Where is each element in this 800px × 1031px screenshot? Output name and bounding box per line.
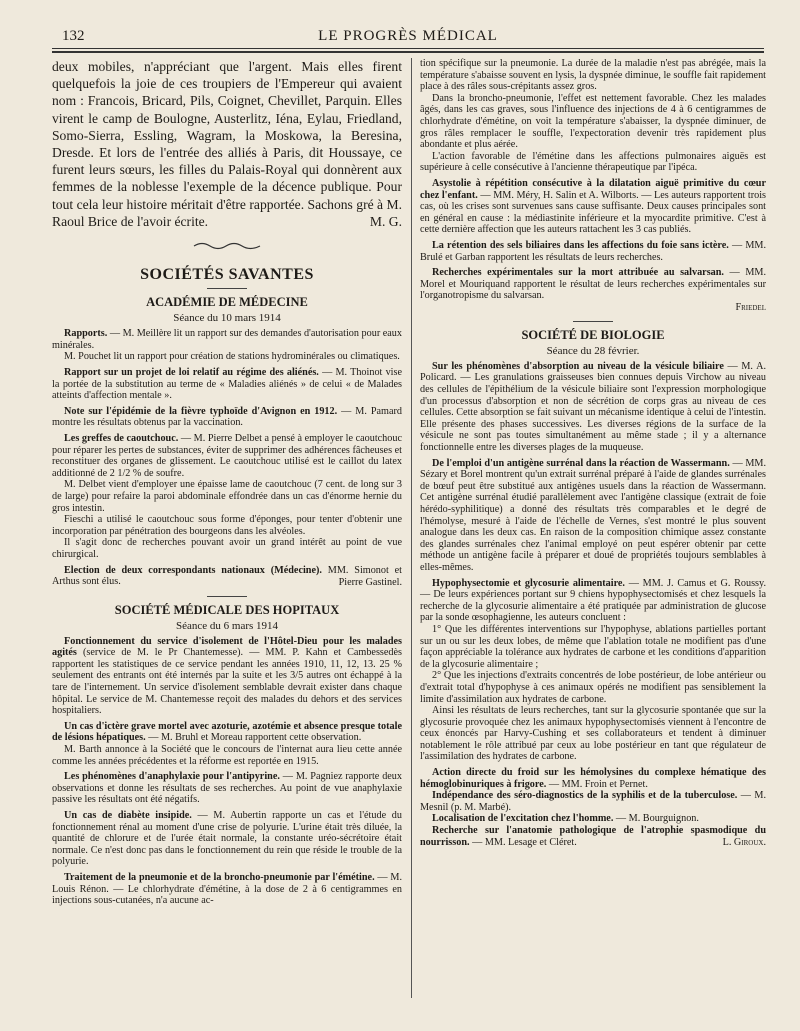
intro-signature: M. G. [369,214,402,230]
journal-title: LE PROGRÈS MÉDICAL [318,28,498,44]
academie-item: Election de deux correspondants nationaux (Médecine). MM. Simonot et Arthus sont élus. [52,564,402,588]
running-head [52,26,764,48]
ornament-icon [192,241,262,251]
right-column [420,58,766,848]
hopitaux-signature: Friedel [735,301,766,313]
biologie-item: Ainsi les résultats de leurs recherches, tant sur la glycosurie spontanée que sur la glycosurie provoquée chez les animaux hypophysectomisés viennent à l'encontre de ceux énoncés par Harvy-Cushing et ses collaborateurs et tendent à diminuer notablement le rôle attribué par ceux au lobe postérieur en tant que régulateur de l'assimilation des hydrates de carbone. [420,705,766,763]
academie-item: M. Pouchet lit un rapport pour création de stations hydrominérales ou climatiques. [64,351,400,363]
academie-item: Rapport sur un projet de loi relatif au régime des aliénés. — M. Thoinot vise la portée de la substitution au terme de « Maladies aliénés » de celui « de Malades atteints d'affection mentale ». [52,367,402,402]
biologie-item: Indépendance des séro-diagnostics de la syphilis et de la tuberculose. — M. Mesnil (p. M. Marbé). [420,790,767,813]
biologie-item: 1° Que les différentes interventions sur l'hypophyse, ablations partielles portant sur un ou sur les deux lobes, de même que l'ablation totale ne modifient pas d'une façon appréciable la tolérance aux hydrates de carbone et les conditions d'apparition de la glycosurie alimentaire ; [420,623,766,670]
biologie-item: Sur les phénomènes d'absorption au niveau de la vésicule biliaire — M. A. Policard. — Les granulations graisseuses bien connues depuis Virchow au niveau des cellules de l'épithélium de la vésicule biliaire sont l'expression morphologique d'un processus d'absorption et non de sécrétion de corps gras au niveau de ces cellules. Cette absorption se fait suivant un mécanisme identique à celui de l'intestin. Elle présente des phases successives. Les diverses régions de la surface de la vésicule ne sont pas toutes simultanément au même stade ; il y a alternance fonctionnelle entre les diverses plages de la muqueuse. [420,360,766,454]
academie-item: Note sur l'épidémie de la fièvre typhoïde d'Avignon en 1912. — M. Pamard montre les résultats obtenus par la vaccination. [52,405,402,429]
academie-item: M. Delbet vient d'employer une épaisse lame de caoutchouc (7 cent. de long sur 3 de large) pour refaire la paroi abdominale effondrée dans un cas d'énorme hernie du gros intestin. [52,479,402,514]
academie-item: Fieschi a utilisé le caoutchouc sous forme d'éponges, pour tenter d'obtenir une incorporation par pénétration des bourgeons dans les alvéoles. [52,514,402,537]
societes-savantes-title: SOCIÉTÉS SAVANTES [140,266,314,284]
hopitaux-item: Un cas de diabète insipide. — M. Aubertin rapporte un cas et l'étude du fonctionnement rénal au moment d'une crise de polyurie. L'urine était très diluée, la quantité de chlorure et de l'urée était normale, la constante uréo-sécrétoire était normale. Ce n'est donc pas dans le fonctionnement du rein que réside le trouble de la polyurie. [52,810,402,868]
hopitaux-item: Les phénomènes d'anaphylaxie pour l'antipyrine. — M. Pagniez rapporte deux observations et donne les résultats de ses recherches. Au point de vue anaphylaxie passive les résultats ont été négatifs. [52,771,402,806]
intro-paragraph: deux mobiles, n'appréciant que l'argent. Mais elles firent quelquefois la joie de ces troupiers de l'Empereur qui avaient nom : Francois, Bricard, Pils, Coignet, Chevillet, Parquin. Elles virent le camp de Boulogne, Austerlitz, Iéna, Eylau, Friedland, Somo-Sierra, Essling, Wagram, la Moskowa, la Beresina, Dresde. Et lors de l'entrée des alliés à Paris, dit Houssaye, ce furent leurs sœurs, les filles du Palais-Royal qui donnèrent aux femmes de la noblesse l'exemple de la décence publique. Pour tout cela leur histoire méritait d'être rapportée. Sachons gré à M. Raoul Brice de l'avoir écrite. [52,59,402,229]
left-column [52,58,402,907]
hopitaux-item: Asystolie à répétition consécutive à la dilatation aiguë primitive du cœur chez l'enfant. — MM. Méry, H. Salin et A. Wilborts. — Les auteurs rapportent trois cas, où les crises sont survenues sans cause suffisante. Deux causes principales sont en général en cause : la médiastinite inférieure et la myocardite primitive. C'est à cette dernière affection que les auteurs rattachent les 3 cas publiés. [420,177,766,236]
academie-item: Rapports. — M. Meillère lit un rapport sur des demandes d'autorisation pour eaux minérales. [52,328,402,351]
ornament-divider [52,238,402,256]
page-number: 132 [62,28,85,44]
section-rule [207,596,247,597]
biologie-item: 2° Que les injections d'extraits concentrés de lobe postérieur, de lobe antérieur ou d'extrait total d'hypophyse à ces animaux opérés ne modifient pas sensiblement la limite d'assimilation aux hydrates de carbone. [420,670,766,705]
academie-signature: Pierre Gastinel. [338,576,402,588]
biologie-item: Localisation de l'excitation chez l'homme. — M. Bourguignon. [432,813,699,825]
continuation-paragraph: L'action favorable de l'émétine dans les affections pulmonaires aiguës est supérieure à celle consécutive à l'ancienne thérapeutique par l'ipéca. [420,150,766,174]
section-rule [573,321,613,322]
hopitaux-item: Traitement de la pneumonie et de la broncho-pneumonie par l'émétine. — M. Louis Rénon. — Le chlorhydrate d'émétine, à la dose de 2 à 6 centigrammes en injections sous-cutanées, n'a aucune ac- [52,871,402,907]
biologie-item: Hypophysectomie et glycosurie alimentaire. — MM. J. Camus et G. Roussy. — De leurs expériences portant sur 9 chiens hypophysectomisés et chez lesquels la recherche de la glycosurie alimentaire a été pratiquée par administration de glucose par la sonde œsophagienne, les auteurs concluent : [420,577,766,624]
biologie-item: Action directe du froid sur les hémolysines du complexe hématique des hémoglobinuriques à frigore. — MM. Froin et Pernet. [420,767,766,790]
academie-item: Les greffes de caoutchouc. — M. Pierre Delbet a pensé à employer le caoutchouc pour réparer les pertes de substances, éviter de supprimer des adhérences fâcheuses et reconstituer des organes de glissement. Le caoutchouc utilisé est le caillot du latex additionné de 2 1/2 % de soufre. [52,432,402,479]
title-rule [207,288,247,289]
continuation-paragraph: tion spécifique sur la pneumonie. La durée de la maladie n'est pas abrégée, mais la température s'abaisse souvent en lysis, la dyspnée diminue, le souffle fait rapidement place à des râles sous-crépitants assez gros. [420,58,766,93]
hopitaux-item: La rétention des sels biliaires dans les affections du foie sans ictère. — MM. Brulé et Garban rapportent les résultats de leurs recherches. [420,239,766,263]
hopitaux-item: Fonctionnement du service d'isolement de l'Hôtel-Dieu pour les malades agités (service de M. le Pr Chantemesse). — MM. P. Kahn et Cambessedès rapportent les statistiques de ce service pendant les années 1910, 11, 12, 13. 25 % seulement des entrants ont été internés par la suite et les 3/5 autres ont échappé à la tare de l'internement. Un service d'isolement semblable devrait exister dans chaque hôpital. Le service de M. Chantemesse reçoit des malades du dehors et des services hospitaliers. [52,635,402,717]
header-rule [52,48,764,49]
academie-item: Il s'agit donc de recherches pouvant avoir un grand intérêt au point de vue chirurgical. [52,537,402,560]
hopitaux-item: Un cas d'ictère grave mortel avec azoturie, azotémie et absence presque totale de lésions hépatiques. — M. Bruhl et Moreau rapportent cette observation. [52,720,402,744]
column-divider [411,58,412,998]
hopitaux-seance: Séance du 6 mars 1914 [175,619,279,632]
header-rule-double [52,51,764,53]
continuation-paragraph: Dans la broncho-pneumonie, l'effet est nettement favorable. Chez les malades âgés, dans les cas graves, sous l'influence des injections de 4 à 6 centigrammes de chlorhydrate d'émétine, on voit la température s'abaisser, la dyspnée diminuer, de gros râles remplacer le souffle, l'expectoration devenir très rapidement plus abondante et plus aérée. [420,92,766,151]
biologie-signature: L. Giroux. [722,837,766,849]
biologie-seance: Séance du 28 février. [546,344,640,357]
biologie-item: Recherche sur l'anatomie pathologique de l'atrophie spasmodique du nourrisson. — MM. Lesage et Cléret. [420,825,766,848]
hopitaux-title: SOCIÉTÉ MÉDICALE DES HOPITAUX [114,602,340,617]
academie-title: ACADÉMIE DE MÉDECINE [146,295,308,310]
hopitaux-item: Recherches expérimentales sur la mort attribuée au salvarsan. — MM. Morel et Mouriquand rapportent le résultat de leurs recherches expérimentales sur l'organotropisme du salvarsan. [420,267,766,302]
hopitaux-item: M. Barth annonce à la Société que le concours de l'internat aura lieu cette année comme les années précédentes et la réforme est reportée en 1915. [52,744,402,767]
biologie-title: SOCIÉTÉ DE BIOLOGIE [521,327,665,342]
biologie-item: De l'emploi d'un antigène surrénal dans la réaction de Wassermann. — MM. Sézary et Borel montrent qu'un extrait surrénal préparé à l'aide de glandes surrénales de bœuf peut être substitué aux antigènes usuels dans la réaction de Wassermann. Cet antigène surrénal étudié parallèlement avec l'antigène classique (extrait de foie hérédo-syphilitique) a donné des résultats très comparables et le degré de l'hémolyse, mesuré à l'aide de l'échelle de Vernes, s'est montré le plus souvent analogue dans les deux cas. En raison de la composition chimique assez constante des glandes surrénales chez l'animal employé on peut espérer obtenir par cette méthode un antigène facile à préparer et doué de propriétés toujours semblables à elles-mêmes. [420,457,766,573]
academie-seance: Séance du 10 mars 1914 [173,312,281,325]
